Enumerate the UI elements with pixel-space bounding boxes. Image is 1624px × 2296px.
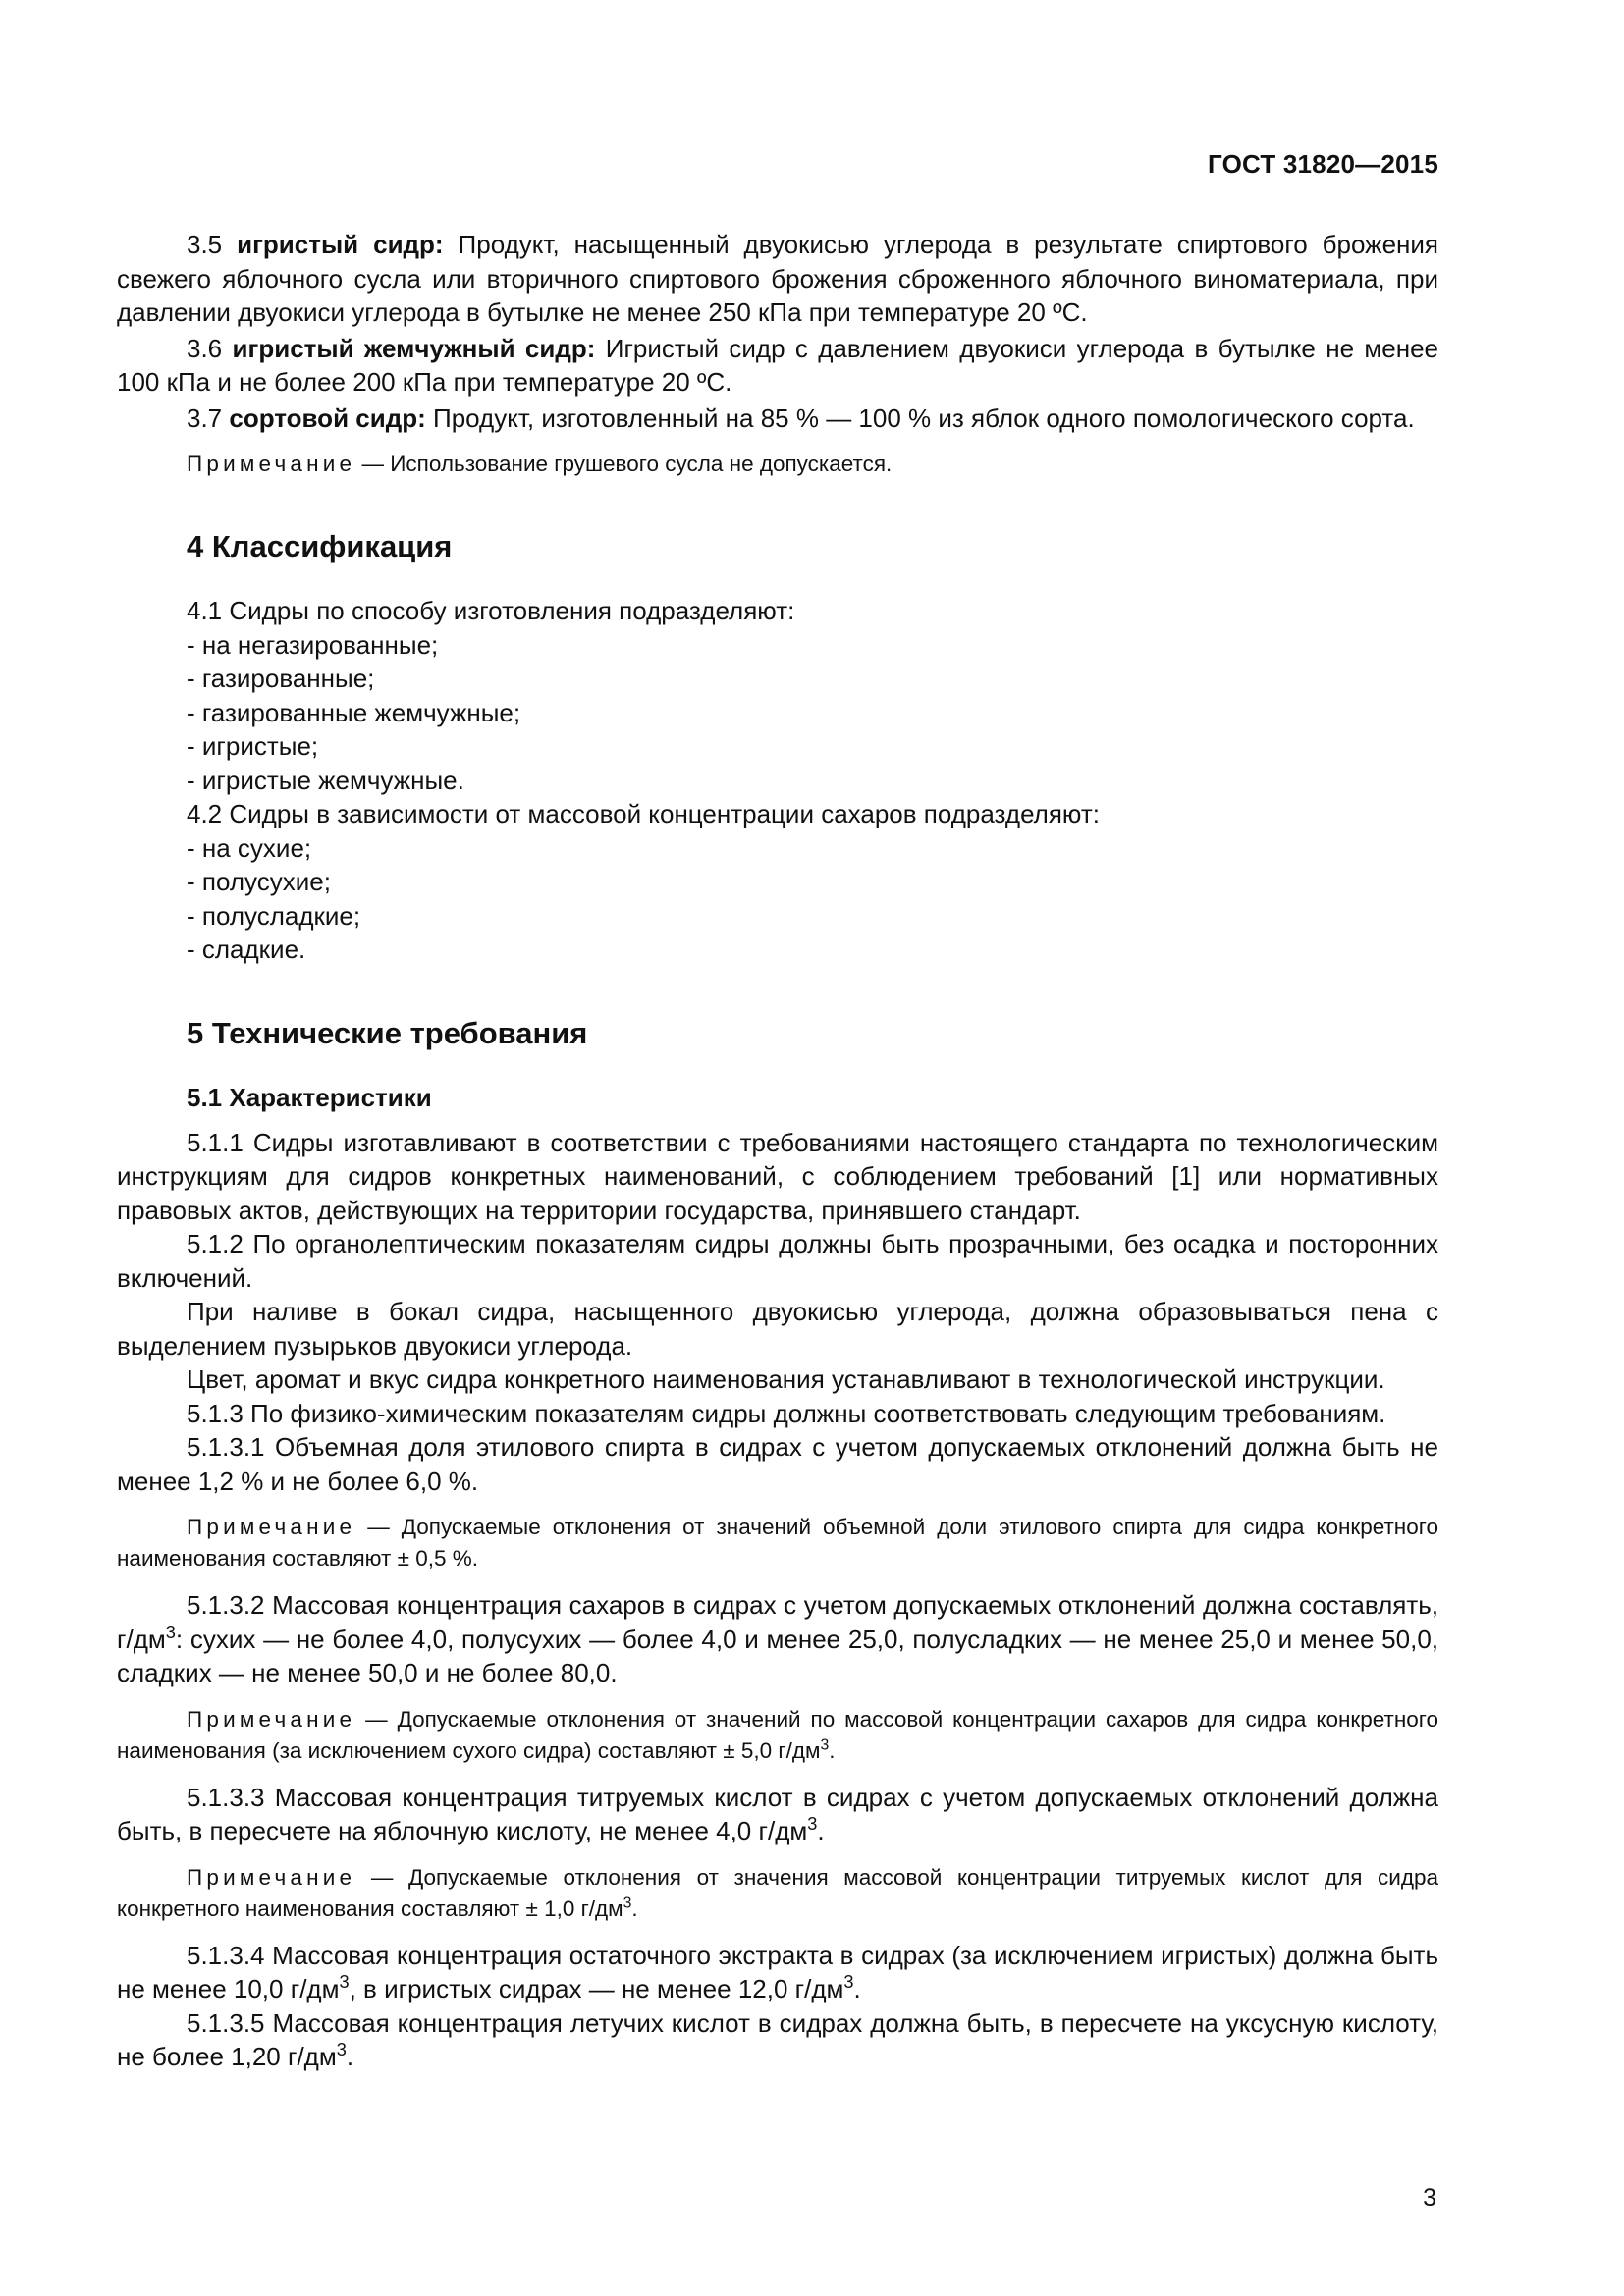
paragraph-5-1-3-1: 5.1.3.1 Объемная доля этилового спирта в сидрах с учетом допускаемых отклонений должна быть не менее 1,2 % и не более 6,0 %. xyxy=(117,1432,1438,1496)
paragraph-5-1-3-4 xyxy=(117,1939,1438,2006)
note-text: Допускаемые отклонения от значений по массовой концентрации сахаров для сидра конкретного наименования (за исключением сухого сидра) составляют ± 5,0 г/дм xyxy=(117,1706,1438,1763)
superscript: 3 xyxy=(339,1972,350,1992)
standard-code-header: ГОСТ 31820—2015 xyxy=(1208,149,1438,179)
text-run: . xyxy=(346,2042,354,2071)
paragraph-5-1-2: 5.1.2 По органолептическим показателям сидры должны быть прозрачными, без осадка и посторонних включений. xyxy=(117,1229,1438,1293)
note-label: Примечание xyxy=(187,1864,356,1890)
text-run: : сухих — не более 4,0, полусухих — более 4,0 и менее 25,0, полусладких — не менее 25,0 и менее 50,0, сладких — не менее 50,0 и не более 80,0. xyxy=(117,1624,1438,1687)
page-content xyxy=(117,228,1438,2074)
text-run: . xyxy=(829,1737,836,1763)
note-3-7 xyxy=(117,449,1438,480)
list-item: - игристые жемчужные. xyxy=(187,765,464,795)
note-dash: — xyxy=(355,1515,402,1539)
section-5-title: 5 Технические требования xyxy=(187,1015,588,1050)
term-3-6 xyxy=(117,332,1438,400)
term-3-5 xyxy=(117,228,1438,330)
paragraph-5-1-2-color: Цвет, аромат и вкус сидра конкретного наименования устанавливают в технологической инструкции. xyxy=(187,1364,1385,1394)
superscript: 3 xyxy=(623,1894,632,1911)
superscript: 3 xyxy=(165,1622,176,1642)
section-4-title: 4 Классификация xyxy=(187,529,453,563)
paragraph-5-1-3-2 xyxy=(117,1588,1438,1690)
superscript: 3 xyxy=(843,1972,854,1992)
text-run: . xyxy=(631,1896,638,1921)
text-run: 5.1.3.3 Массовая концентрация титруемых кислот в сидрах с учетом допускаемых отклонений должна быть, в пересчете на яблочную кислоту, не менее 4,0 г/дм xyxy=(117,1782,1438,1845)
note-5-1-3-2 xyxy=(117,1704,1438,1767)
paragraph-4-2: 4.2 Сидры в зависимости от массовой концентрации сахаров подразделяют: xyxy=(187,799,1100,828)
term-name: сортовой сидр: xyxy=(229,402,426,433)
term-definition: Продукт, насыщенный двуокисью углерода в результате спиртового брожения свежего яблочного сусла или вторичного спиртового брожения сброженного яблочного виноматериала, при давлении двуокиси углерода в бутылке не менее 250 кПа при температуре 20 ºС. xyxy=(117,230,1438,327)
term-number: 3.7 xyxy=(187,402,223,433)
note-5-1-3-1 xyxy=(117,1512,1438,1575)
paragraph-5-1-2-foam: При наливе в бокал сидра, насыщенного двуокисью углерода, должна образовываться пена с выделением пузырьков двуокиси углерода. xyxy=(117,1297,1438,1361)
note-text: Допускаемые отклонения от значения массовой концентрации титруемых кислот для сидра конкретного наименования составляют ± 1,0 г/дм xyxy=(117,1864,1438,1921)
text-run: 5.1.3.4 Массовая концентрация остаточного экстракта в сидрах (за исключением игристых) должна быть не менее 10,0 г/дм xyxy=(117,1940,1438,2003)
text-run: . xyxy=(853,1974,861,2003)
list-item: - полусухие; xyxy=(187,867,331,896)
note-dash: — xyxy=(355,452,391,476)
term-definition: Продукт, изготовленный на 85 % — 100 % из яблок одного помологического сорта. xyxy=(433,402,1415,433)
text-run: , в игристых сидрах — не менее 12,0 г/дм xyxy=(349,1974,844,2003)
note-text: Допускаемые отклонения от значений объемной доли этилового спирта для сидра конкретного наименования составляют ± 0,5 %. xyxy=(117,1515,1438,1571)
list-item: - на сухие; xyxy=(187,832,312,863)
note-dash: — xyxy=(355,1864,408,1890)
list-item: - игристые; xyxy=(187,731,319,761)
list-item: - на негазированные; xyxy=(187,629,439,660)
superscript: 3 xyxy=(807,1814,818,1834)
note-5-1-3-3 xyxy=(117,1862,1438,1925)
list-item: - сладкие. xyxy=(187,934,306,964)
note-text: Использование грушевого сусла не допускается. xyxy=(390,452,893,476)
page-number: 3 xyxy=(1423,2184,1436,2212)
subsection-5-1-title: 5.1 Характеристики xyxy=(187,1082,432,1112)
note-label: Примечание xyxy=(187,452,356,476)
note-label: Примечание xyxy=(187,1706,356,1732)
term-name: игристый сидр: xyxy=(237,230,444,259)
list-item: - газированные; xyxy=(187,664,375,693)
term-name: игристый жемчужный сидр: xyxy=(232,333,596,363)
note-label: Примечание xyxy=(187,1515,356,1539)
text-run: 5.1.3.5 Массовая концентрация летучих кислот в сидрах должна быть, в пересчете на уксусную кислоту, не более 1,20 г/дм xyxy=(117,2007,1438,2071)
paragraph-5-1-3: 5.1.3 По физико-химическим показателям сидры должны соответствовать следующим требованиям. xyxy=(187,1398,1386,1428)
term-number: 3.5 xyxy=(187,230,223,259)
term-number: 3.6 xyxy=(187,333,223,363)
list-item: - полусладкие; xyxy=(187,900,361,931)
term-3-7 xyxy=(117,401,1438,436)
paragraph-5-1-3-3 xyxy=(117,1781,1438,1848)
paragraph-5-1-3-5 xyxy=(117,2006,1438,2074)
text-run: . xyxy=(817,1816,825,1845)
paragraph-5-1-1: 5.1.1 Сидры изготавливают в соответствии с требованиями настоящего стандарта по технологическим инструкциям для сидров конкретных наименований, с соблюдением требований [1] или нормативных правовых актов, действующих на территории государства, принявшего стандарт. xyxy=(117,1127,1438,1225)
note-dash: — xyxy=(355,1706,398,1732)
term-definition: Игристый сидр с давлением двуокиси углерода в бутылке не менее 100 кПа и не более 200 кПа при температуре 20 ºС. xyxy=(117,333,1438,397)
text-run: 5.1.3.2 Массовая концентрация сахаров в сидрах с учетом допускаемых отклонений должна составлять, г/дм xyxy=(117,1590,1438,1654)
superscript: 3 xyxy=(820,1735,830,1753)
superscript: 3 xyxy=(336,2040,347,2059)
paragraph-4-1: 4.1 Сидры по способу изготовления подразделяют: xyxy=(187,596,795,625)
section-4-body xyxy=(117,594,1438,967)
list-item: - газированные жемчужные; xyxy=(187,697,521,727)
